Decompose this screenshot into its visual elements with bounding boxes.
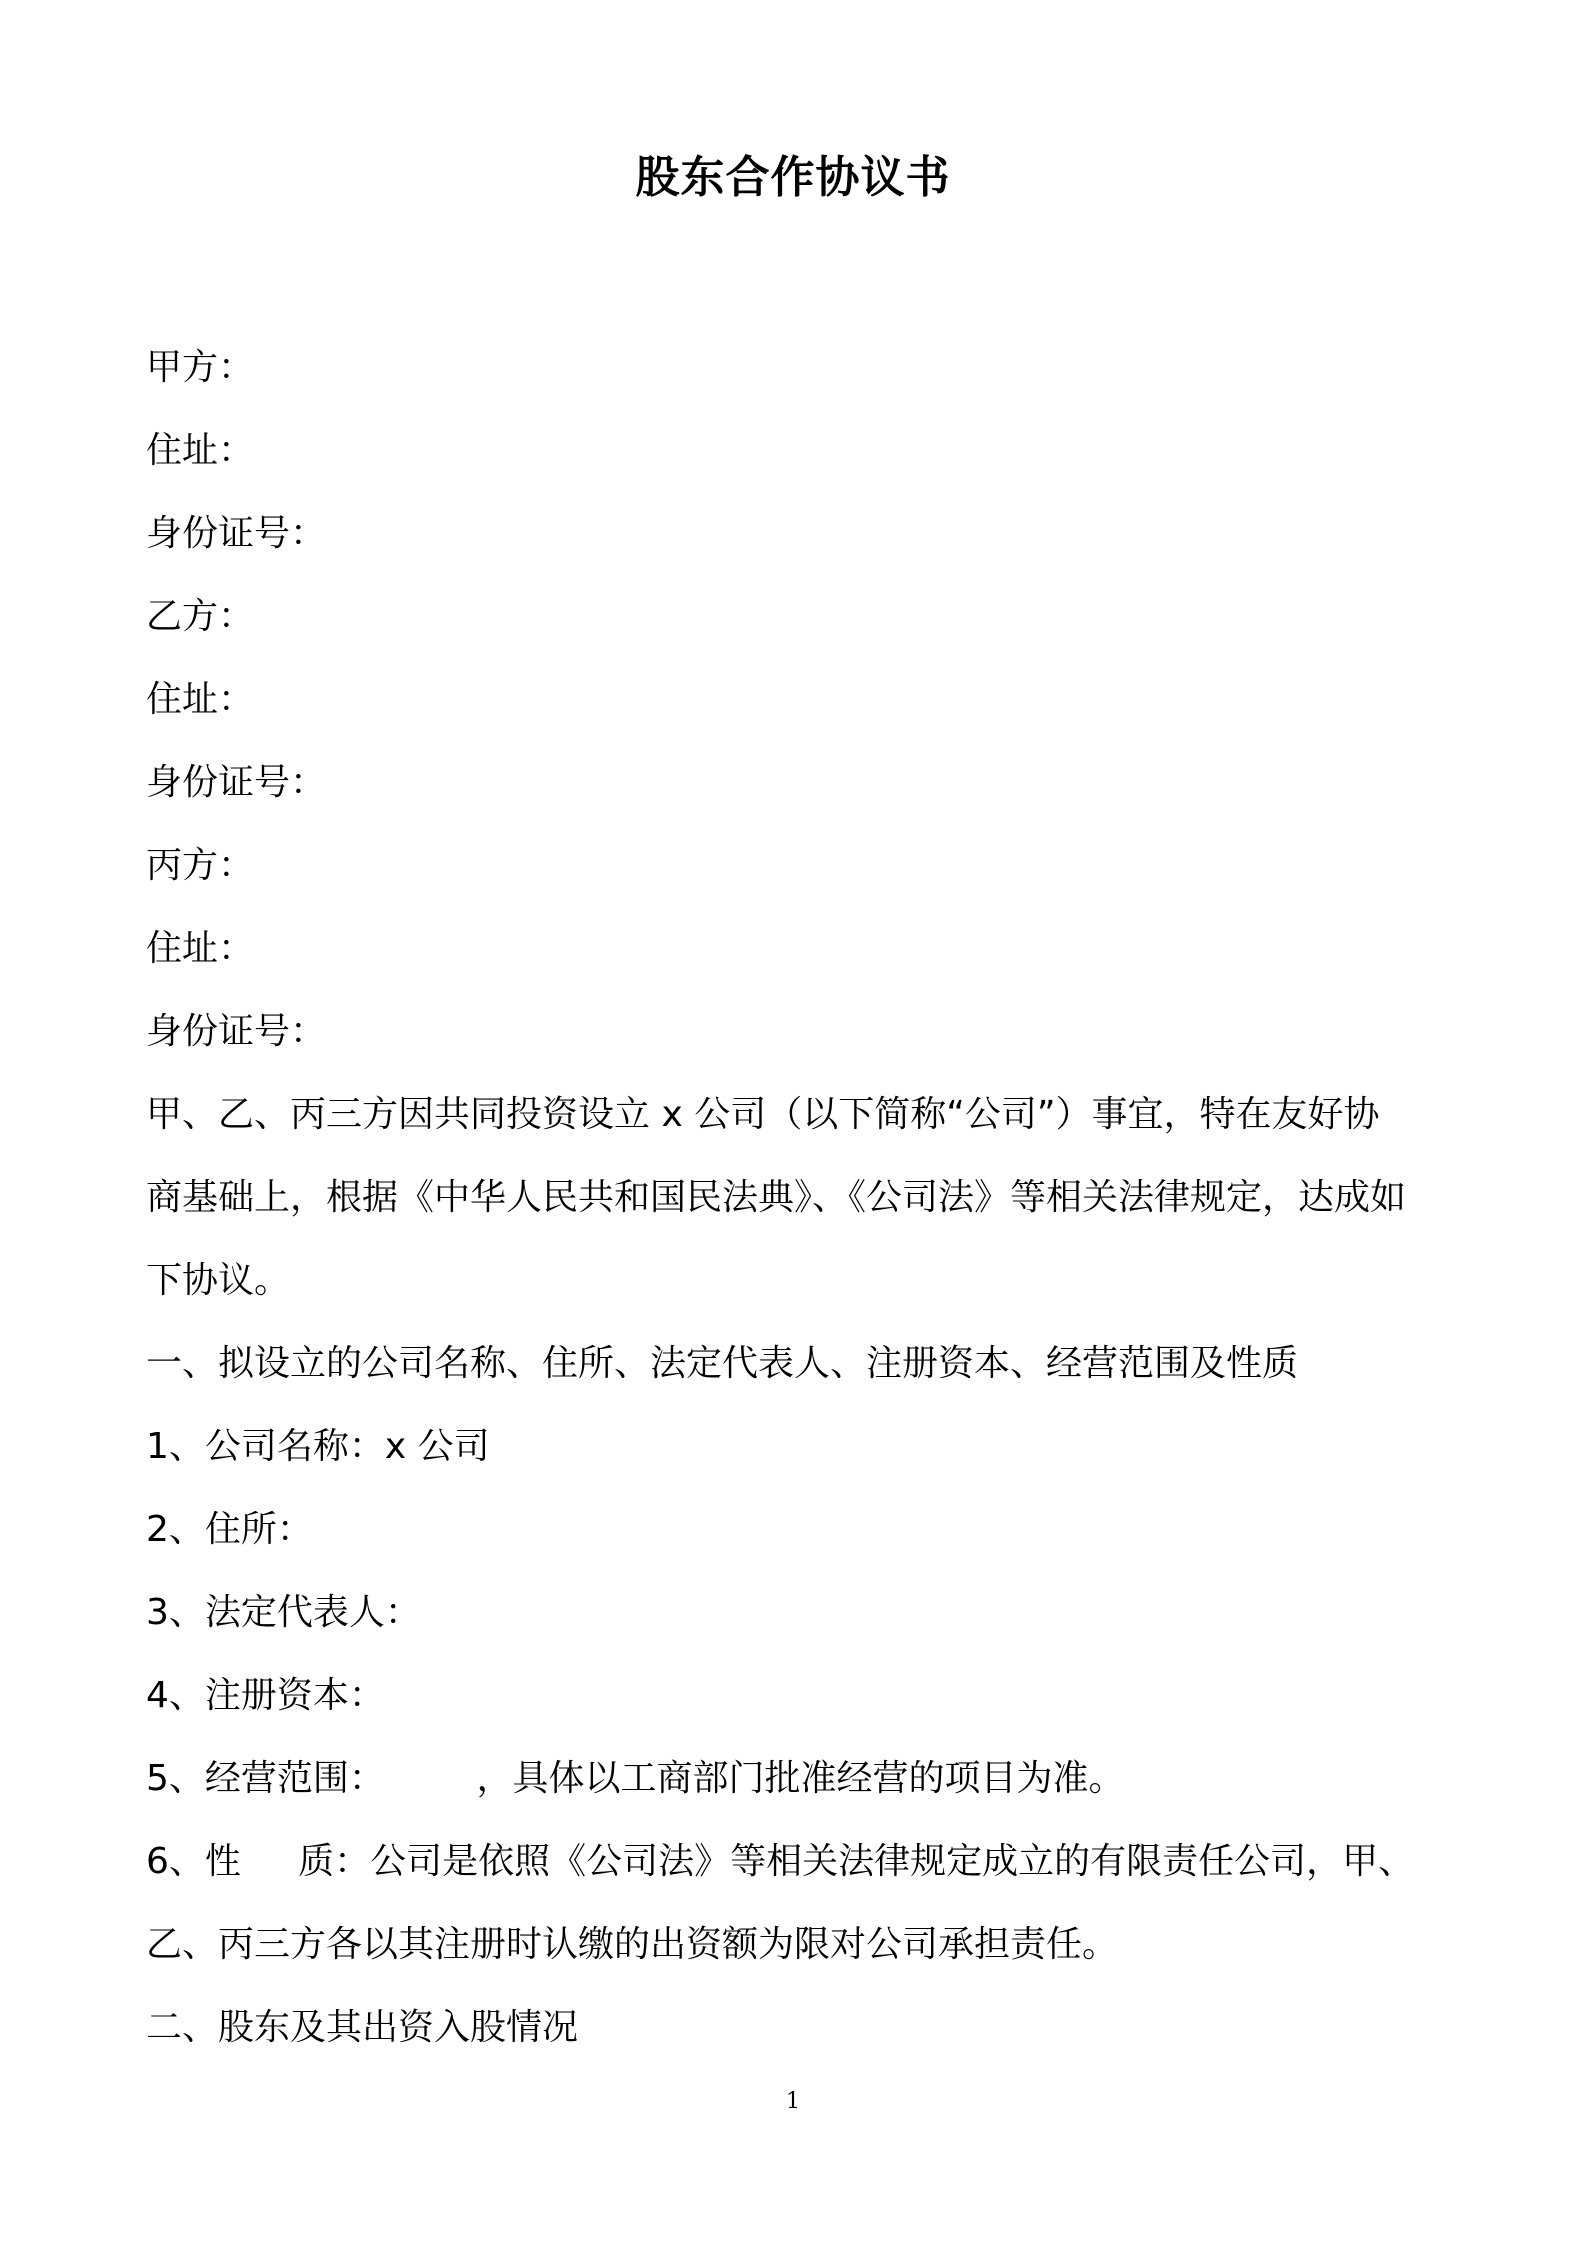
item-nature-line-1: 6、性 质：公司是依照《公司法》等相关法律规定成立的有限责任公司，甲、: [146, 1841, 1415, 1882]
party-c-address: 住址：: [146, 928, 255, 969]
item-business-scope: 5、经营范围： ，具体以工商部门批准经营的项目为准。: [146, 1758, 1125, 1799]
item-registered-capital: 4、注册资本：: [146, 1675, 385, 1716]
party-b-id-number: 身份证号：: [146, 762, 327, 803]
party-c-label: 丙方：: [146, 845, 255, 886]
preamble-line-3: 下协议。: [146, 1260, 291, 1301]
page-number: 1: [786, 2089, 800, 2114]
party-a-address: 住址：: [146, 430, 255, 471]
party-a-id-number: 身份证号：: [146, 513, 327, 554]
party-b-label: 乙方：: [146, 596, 255, 637]
section-2-heading: 二、股东及其出资入股情况: [146, 2007, 579, 2048]
item-domicile: 2、住所：: [146, 1509, 313, 1550]
preamble-line-2: 商基础上，根据《中华人民共和国民法典》、《公司法》等相关法律规定，达成如: [146, 1177, 1407, 1218]
preamble-line-1: 甲、乙、丙三方因共同投资设立 x 公司（以下简称“公司”）事宜，特在友好协: [146, 1094, 1380, 1135]
item-legal-representative: 3、法定代表人：: [146, 1592, 421, 1633]
item-company-name: 1、公司名称：x 公司: [146, 1426, 490, 1467]
party-a-label: 甲方：: [146, 347, 255, 388]
document-title: 股东合作协议书: [635, 152, 951, 203]
section-1-heading: 一、拟设立的公司名称、住所、法定代表人、注册资本、经营范围及性质: [146, 1343, 1299, 1384]
party-c-id-number: 身份证号：: [146, 1011, 327, 1052]
item-nature-line-2: 乙、丙三方各以其注册时认缴的出资额为限对公司承担责任。: [146, 1924, 1119, 1965]
party-b-address: 住址：: [146, 679, 255, 720]
